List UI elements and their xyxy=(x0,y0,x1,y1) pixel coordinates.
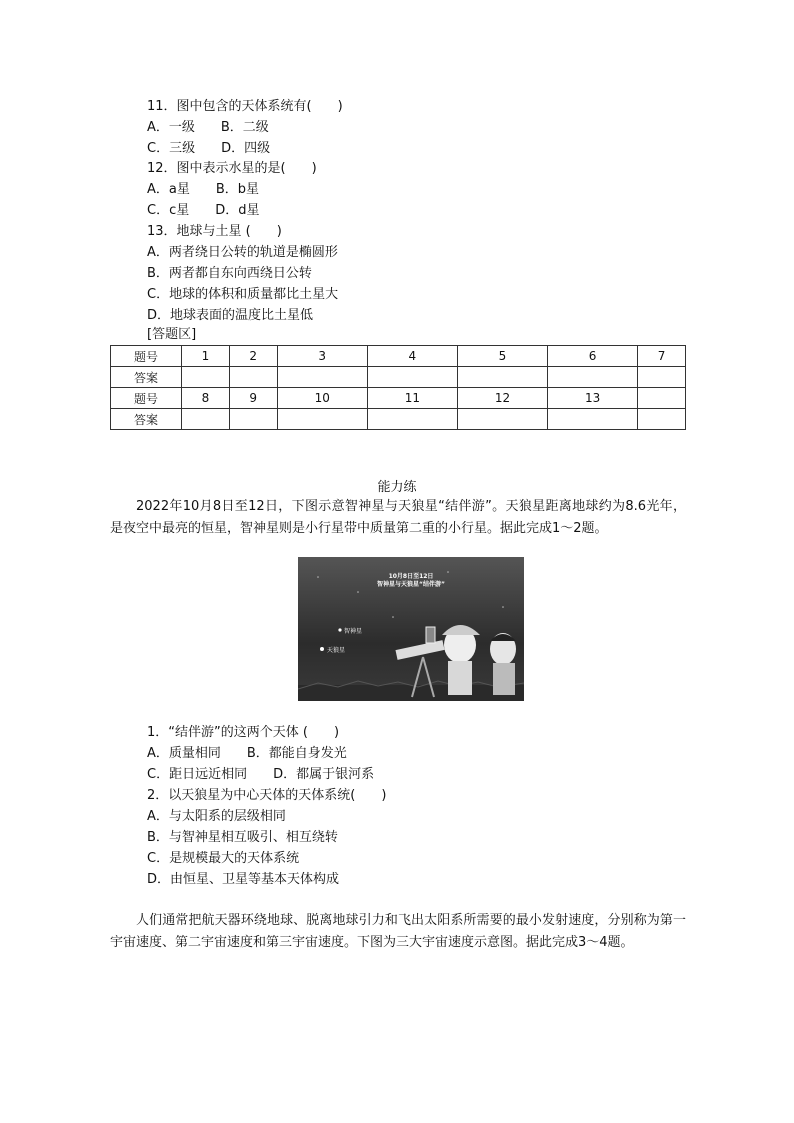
table-cell: 9 xyxy=(229,388,277,409)
answer-cell[interactable] xyxy=(457,409,547,430)
table-row-label: 答案 xyxy=(111,367,182,388)
answer-cell[interactable] xyxy=(367,409,457,430)
answer-cell[interactable] xyxy=(229,367,277,388)
table-cell: 3 xyxy=(277,346,367,367)
table-cell: 2 xyxy=(229,346,277,367)
answer-cell[interactable] xyxy=(548,367,638,388)
pallas-star-icon xyxy=(338,628,341,631)
table-cell: 12 xyxy=(457,388,547,409)
table-cell: 10 xyxy=(277,388,367,409)
table-row-label: 题号 xyxy=(111,388,182,409)
table-row xyxy=(111,409,686,430)
answer-cell[interactable] xyxy=(182,409,230,430)
question-2-option-d: D．由恒星、卫星等基本天体构成 xyxy=(147,872,340,887)
section-title: 能力练 xyxy=(377,480,417,495)
intro-paragraph-2: 人们通常把航天器环绕地球、脱离地球引力和飞出太阳系所需要的最小发射速度，分别称为第一宇宙速度、第二宇宙速度和第三宇宙速度。下图为三大宇宙速度示意图。据此完成3～4题。 xyxy=(110,913,686,950)
table-cell: 4 xyxy=(367,346,457,367)
question-2-option-c: C．是规模最大的天体系统 xyxy=(147,851,300,866)
answer-cell[interactable] xyxy=(229,409,277,430)
answer-cell[interactable] xyxy=(457,367,547,388)
answer-cell[interactable] xyxy=(277,367,367,388)
question-2-option-a: A．与太阳系的层级相同 xyxy=(147,809,286,824)
intro-paragraph-1: 2022年10月8日至12日，下图示意智神星与天狼星“结伴游”。天狼星距离地球约为8.6光年，是夜空中最亮的恒星，智神星则是小行星带中质量第二重的小行星。据此完成1～2题。 xyxy=(110,499,686,536)
image-caption-date: 10月8日至12日 xyxy=(388,573,434,580)
question-13-option-c: C．地球的体积和质量都比土星大 xyxy=(147,287,339,302)
answer-cell[interactable] xyxy=(638,409,686,430)
sirius-label: 天狼星 xyxy=(327,647,346,654)
question-1-options-ab: A．质量相同 B．都能自身发光 xyxy=(147,746,347,761)
table-row-label: 题号 xyxy=(111,346,182,367)
answer-cell[interactable] xyxy=(638,367,686,388)
table-row xyxy=(111,367,686,388)
question-2-option-b: B．与智神星相互吸引、相互绕转 xyxy=(147,830,338,845)
table-cell: 8 xyxy=(182,388,230,409)
question-13-option-b: B．两者都自东向西绕日公转 xyxy=(147,266,312,281)
question-13-option-a: A．两者绕日公转的轨道是椭圆形 xyxy=(147,245,338,260)
answer-cell[interactable] xyxy=(548,409,638,430)
table-row-label: 答案 xyxy=(111,409,182,430)
answer-table xyxy=(110,345,686,430)
question-2: 2．以天狼星为中心天体的天体系统( ) xyxy=(147,788,387,803)
question-12-options-ab: A．a星 B．b星 xyxy=(147,182,260,197)
question-12: 12．图中表示水星的是( ) xyxy=(147,161,317,176)
sirius-star-icon xyxy=(320,647,324,651)
pallas-label: 智神星 xyxy=(344,628,363,635)
question-13-option-d: D．地球表面的温度比土星低 xyxy=(147,308,314,323)
answer-cell[interactable] xyxy=(277,409,367,430)
question-11-options-ab: A．一级 B．二级 xyxy=(147,120,269,135)
table-cell xyxy=(638,388,686,409)
table-cell: 11 xyxy=(367,388,457,409)
question-11: 11．图中包含的天体系统有( ) xyxy=(147,99,343,114)
image-caption-title: 智神星与天狼星“结伴游” xyxy=(377,581,445,588)
question-13: 13．地球与土星 ( ) xyxy=(147,224,282,239)
answer-cell[interactable] xyxy=(182,367,230,388)
table-row xyxy=(111,346,686,367)
table-cell: 13 xyxy=(548,388,638,409)
table-cell: 1 xyxy=(182,346,230,367)
illustration-stargazing xyxy=(298,557,524,701)
question-11-options-cd: C．三级 D．四级 xyxy=(147,141,271,156)
table-cell: 7 xyxy=(638,346,686,367)
question-1-options-cd: C．距日远近相同 D．都属于银河系 xyxy=(147,767,375,782)
answer-cell[interactable] xyxy=(367,367,457,388)
answer-area-label: [答题区] xyxy=(147,327,197,342)
table-cell: 5 xyxy=(457,346,547,367)
table-row xyxy=(111,388,686,409)
table-cell: 6 xyxy=(548,346,638,367)
question-1: 1．“结伴游”的这两个天体 ( ) xyxy=(147,725,340,740)
question-12-options-cd: C．c星 D．d星 xyxy=(147,203,260,218)
